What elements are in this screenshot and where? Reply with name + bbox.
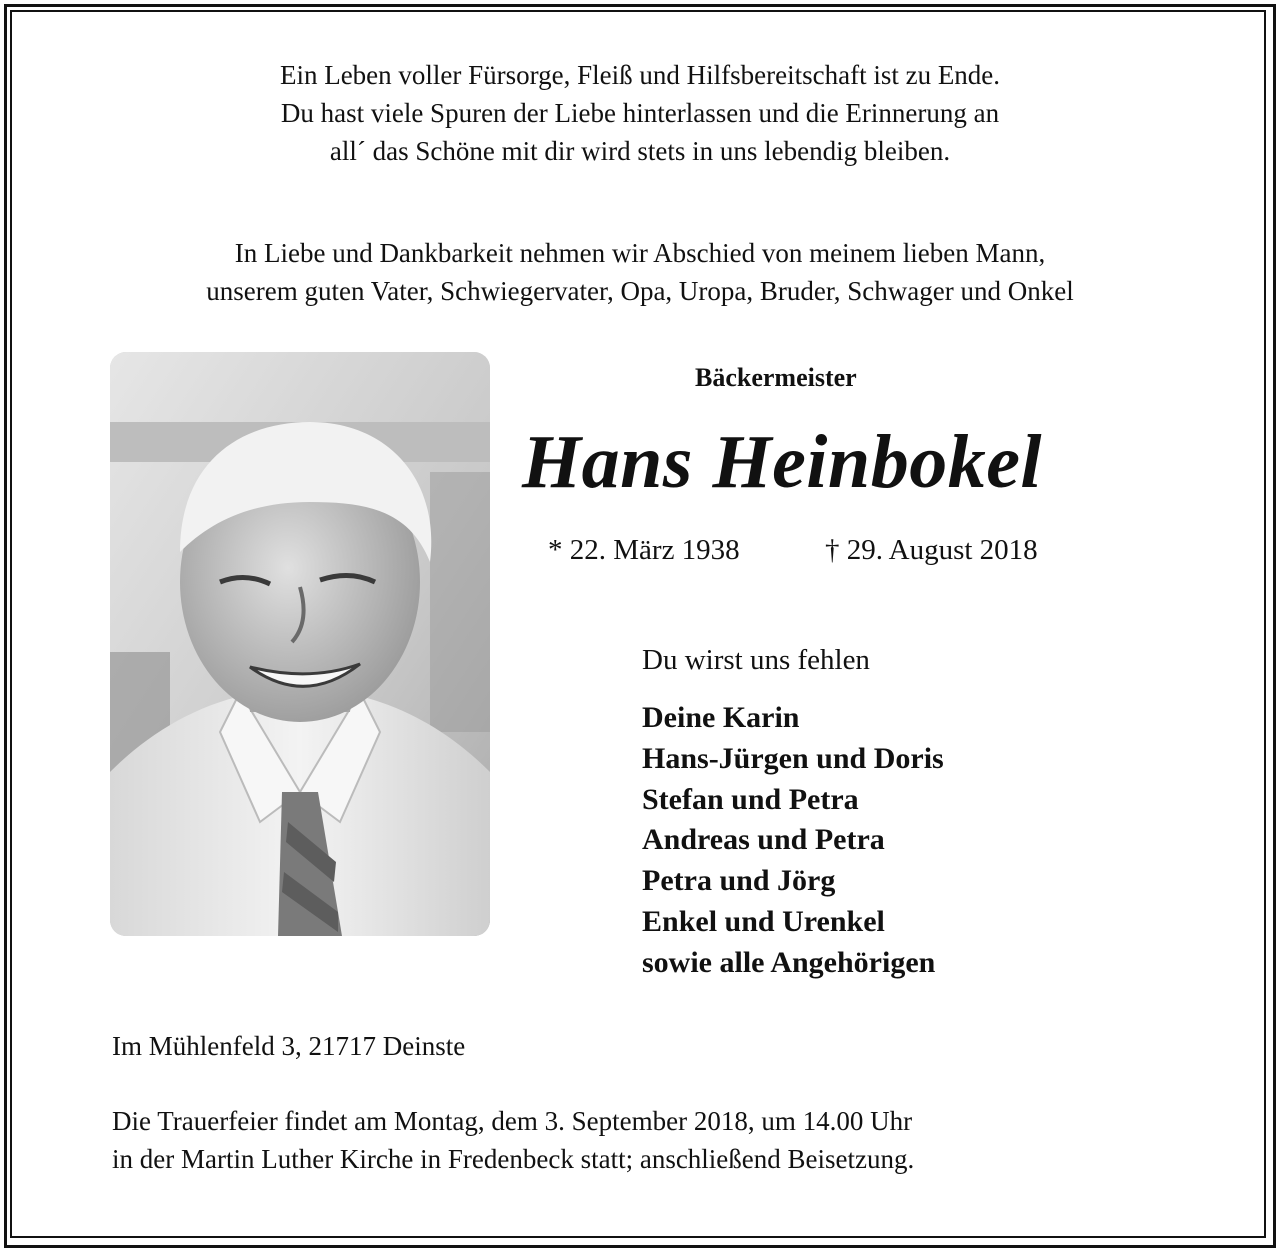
- farewell-line-2: unserem guten Vater, Schwiegervater, Opa, Uropa, Bruder, Schwager und Onkel: [206, 276, 1074, 306]
- intro-line-1: Ein Leben voller Fürsorge, Fleiß und Hilfsbereitschaft ist zu Ende.: [279, 60, 1001, 90]
- mourner-name: Hans-Jürgen und Doris: [642, 741, 944, 775]
- death-date: † 29. August 2018: [825, 534, 1038, 566]
- portrait-photo: [110, 352, 490, 936]
- deceased-name: Hans Heinbokel: [522, 420, 1043, 504]
- mourner-name: sowie alle Angehörigen: [642, 945, 936, 979]
- farewell-line-1: In Liebe und Dankbarkeit nehmen wir Abschied von meinem lieben Mann,: [234, 238, 1046, 268]
- mourner-name: Petra und Jörg: [642, 864, 836, 898]
- mourners-list: [642, 698, 944, 984]
- service-line-2: in der Martin Luther Kirche in Fredenbeck statt; anschließend Beisetzung.: [112, 1144, 915, 1174]
- intro-line-2: Du hast viele Spuren der Liebe hinterlassen und die Erinnerung an: [280, 98, 1000, 128]
- portrait-photo-icon: [110, 352, 490, 936]
- mourner-name: Enkel und Urenkel: [642, 904, 885, 938]
- mourner-name: Andreas und Petra: [642, 823, 885, 857]
- address: Im Mühlenfeld 3, 21717 Deinste: [112, 1031, 466, 1061]
- intro-line-3: all´ das Schöne mit dir wird stets in uns lebendig bleiben.: [329, 136, 951, 166]
- service-line-1: Die Trauerfeier findet am Montag, dem 3. September 2018, um 14.00 Uhr: [112, 1106, 913, 1136]
- mourner-name: Stefan und Petra: [642, 782, 859, 816]
- mourner-name: Deine Karin: [642, 701, 800, 734]
- mourners-heading: Du wirst uns fehlen: [642, 644, 870, 676]
- birth-date: * 22. März 1938: [548, 534, 740, 566]
- occupation-title: Bäckermeister: [695, 363, 857, 392]
